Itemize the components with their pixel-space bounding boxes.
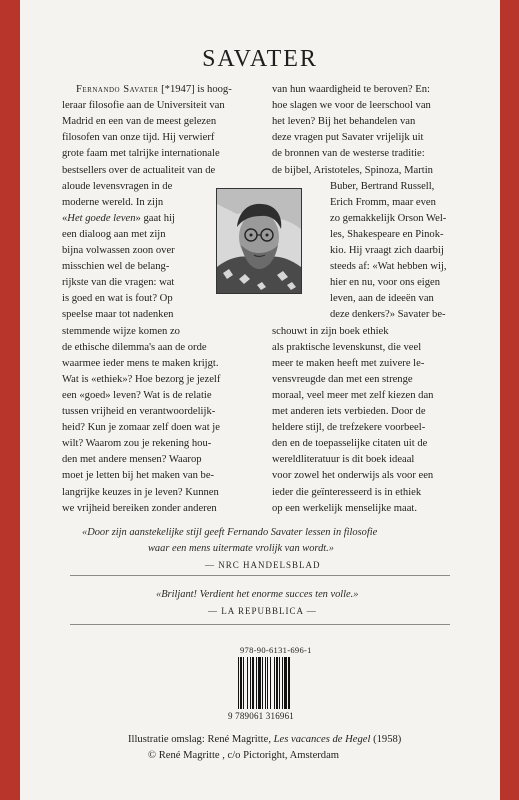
left-column-line xyxy=(62,276,174,290)
left-red-band xyxy=(0,0,20,800)
line-segment: speelse maar tot nadenken xyxy=(62,309,174,321)
line-segment: [*1947] is hoog- xyxy=(158,84,232,95)
barcode-bar xyxy=(267,657,268,709)
left-column-line xyxy=(62,147,220,161)
left-column-line xyxy=(62,469,214,483)
right-column-line: kio. Hij vraagt zich daarbij xyxy=(330,245,444,256)
barcode-bar xyxy=(262,657,263,709)
line-segment: Het goede leven xyxy=(67,212,136,224)
barcode-digits: 9 789061 316961 xyxy=(228,711,294,721)
right-column-line: het leven? Bij het behandelen van xyxy=(272,116,416,128)
line-segment: is goed en wat is fout? Op xyxy=(62,293,173,305)
credit-year: (1958) xyxy=(370,734,402,745)
right-column-line: ieder die geïnteresseerd is in ethiek xyxy=(272,486,422,498)
right-column-line: deze denkers?» Savater be- xyxy=(330,309,446,321)
line-segment: misschien wel de belang- xyxy=(62,261,170,273)
barcode-bar xyxy=(240,657,242,709)
isbn-label: 978-90-6131-696-1 xyxy=(240,645,312,655)
line-segment: bestsellers over de actualiteit van de xyxy=(62,164,216,176)
barcode-bar xyxy=(238,657,239,709)
right-column-line: van hun waardigheid te beroven? En: xyxy=(272,84,430,95)
line-segment: langrijke keuzes in je leven? Kunnen xyxy=(62,486,219,498)
cover-illustration-credit xyxy=(128,734,401,745)
right-column-line: heldere stijl, de trefzekere voorbeel- xyxy=(272,422,426,434)
line-segment: bijna volwassen zoon over xyxy=(62,245,175,256)
right-column-line: leven, aan de ideeën van xyxy=(330,293,434,305)
right-column-line: de bijbel, Aristoteles, Spinoza, Martin xyxy=(272,164,433,176)
right-column-line: zo gemakkelijk Orson Wel- xyxy=(330,212,447,224)
left-column-line xyxy=(62,437,211,451)
right-column-line: les, Shakespeare en Pinok- xyxy=(330,228,444,240)
line-segment: moderne wereld. In zijn xyxy=(62,196,164,208)
barcode-bar xyxy=(258,657,261,709)
right-column-line: deze vragen put Savater vrijelijk uit xyxy=(272,132,424,144)
author-portrait-image xyxy=(217,189,301,293)
left-column-line xyxy=(62,502,217,516)
left-column-line xyxy=(62,99,225,113)
right-column-line: met anderen iets verbieden. Door de xyxy=(272,406,426,417)
left-column-line xyxy=(62,180,172,194)
barcode-bar xyxy=(274,657,275,709)
quote-nrc-source: — NRC HANDELSBLAD xyxy=(205,560,321,570)
right-column-line: wereldliteratuur is dit boek ideaal xyxy=(272,454,415,466)
barcode-bar xyxy=(282,657,283,709)
quote-divider xyxy=(70,575,450,576)
quote-nrc-line-2: waar een mens uitermate vrolijk van wordt.» xyxy=(148,543,334,554)
line-segment: Wat is «ethiek»? Hoe bezorg je jezelf xyxy=(62,373,221,385)
quote-nrc-line-1: «Door zijn aanstekelijke stijl geeft Fernando Savater lessen in filosofie xyxy=(82,527,378,538)
barcode-bar xyxy=(247,657,248,709)
quote-repubblica-line: «Briljant! Verdient het enorme succes ten volle.» xyxy=(156,589,359,600)
left-column-line xyxy=(62,228,166,242)
barcode-bar xyxy=(256,657,257,709)
left-column-line xyxy=(62,357,219,371)
right-column-line: op een werkelijk menselijke maat. xyxy=(272,502,418,514)
right-column-line: meer te maken heeft met zuivere le- xyxy=(272,357,425,369)
barcode-bar xyxy=(265,657,266,709)
right-column-line: hier en nu, voor ons eigen xyxy=(330,277,441,289)
line-segment: heid? Kun je zomaar zelf doen wat je xyxy=(62,422,220,434)
right-column-line: den en de toepasselijke citaten uit de xyxy=(272,438,428,450)
author-title: SAVATER xyxy=(202,46,318,72)
credit-prefix: Illustratie omslag: René Magritte, xyxy=(128,734,274,745)
left-column-line xyxy=(62,164,215,178)
quote-repubblica-source: — LA REPUBBLICA — xyxy=(208,606,317,616)
left-column-line xyxy=(62,260,169,274)
left-column-line xyxy=(62,341,207,355)
barcode-bar xyxy=(276,657,278,709)
right-column-line: moraal, veel meer met zelf kiezen dan xyxy=(272,389,434,401)
line-segment: rijkste van die vragen: wat xyxy=(62,277,175,289)
line-segment: filosofen van onze tijd. Hij verwierf xyxy=(62,132,215,144)
line-segment: wilt? Waarom zou je rekening hou- xyxy=(62,438,212,450)
line-segment: aloude levensvragen in de xyxy=(62,180,173,192)
line-segment: tussen vrijheid en verantwoordelijk- xyxy=(62,406,216,417)
right-column-line: steeds af: «Wat hebben wij, xyxy=(330,261,447,273)
line-segment: we vrijheid bereiken zonder anderen xyxy=(62,502,217,514)
left-column-line xyxy=(62,212,175,226)
left-column-line xyxy=(62,196,163,210)
barcode-bar xyxy=(284,657,287,709)
left-column-line xyxy=(62,131,214,145)
line-segment: grote faam met talrijke internationale xyxy=(62,148,220,160)
right-column-line: schouwt in zijn boek ethiek xyxy=(272,325,389,337)
right-column-line: voor zowel het onderwijs als voor een xyxy=(272,470,434,482)
line-segment: een dialoog aan met zijn xyxy=(62,228,166,240)
barcode-image xyxy=(238,657,311,709)
barcode-bar xyxy=(250,657,251,709)
barcode-bar xyxy=(270,657,271,709)
left-column-line xyxy=(62,325,180,339)
left-column-line xyxy=(62,389,212,403)
line-segment: Madrid en een van de meest gelezen xyxy=(62,116,217,128)
barcode-bar xyxy=(252,657,254,709)
right-column-line: vensvreugde dan met een strenge xyxy=(272,373,413,385)
isbn-divider xyxy=(70,624,450,625)
credit-artwork-title: Les vacances de Hegel xyxy=(273,734,371,745)
line-segment: stemmende wijze komen zo xyxy=(62,325,180,337)
right-column-line: als praktische levenskunst, die veel xyxy=(272,341,422,353)
barcode-bar xyxy=(243,657,244,709)
left-column-line xyxy=(62,292,173,306)
line-segment: den met andere mensen? Waarop xyxy=(62,454,202,466)
left-column-line xyxy=(62,244,175,258)
line-segment: leraar filosofie aan de Universiteit van xyxy=(62,100,225,112)
left-column-line xyxy=(62,486,219,500)
left-column-line xyxy=(62,115,216,129)
line-segment: » gaat hij xyxy=(135,212,175,224)
line-segment: moet je letten bij het maken van be- xyxy=(62,470,215,482)
line-segment: « xyxy=(62,212,68,224)
author-photo xyxy=(216,188,302,294)
left-column-line xyxy=(62,453,202,467)
left-column-line xyxy=(62,308,173,322)
left-column-line xyxy=(62,373,220,387)
right-column-line: Erich Fromm, maar even xyxy=(330,196,436,208)
right-red-band xyxy=(500,0,519,800)
barcode-bar xyxy=(279,657,280,709)
right-column-line: hoe slagen we voor de leerschool van xyxy=(272,100,431,112)
right-column-line: Buber, Bertrand Russell, xyxy=(330,180,435,192)
barcode-bar xyxy=(288,657,290,709)
line-segment: Fernando Savater xyxy=(76,84,159,95)
copyright-line: © René Magritte , c/o Pictoright, Amsterdam xyxy=(148,750,340,761)
left-column-line xyxy=(62,405,215,419)
right-column-line: de bronnen van de westerse traditie: xyxy=(272,148,425,160)
line-segment: de ethische dilemma's aan de orde xyxy=(62,341,207,353)
left-column-line xyxy=(62,421,220,435)
line-segment: waarmee ieder mens te maken krijgt. xyxy=(62,357,219,369)
left-column-line xyxy=(76,83,232,97)
line-segment: een «goed» leven? Wat is de relatie xyxy=(62,389,212,401)
